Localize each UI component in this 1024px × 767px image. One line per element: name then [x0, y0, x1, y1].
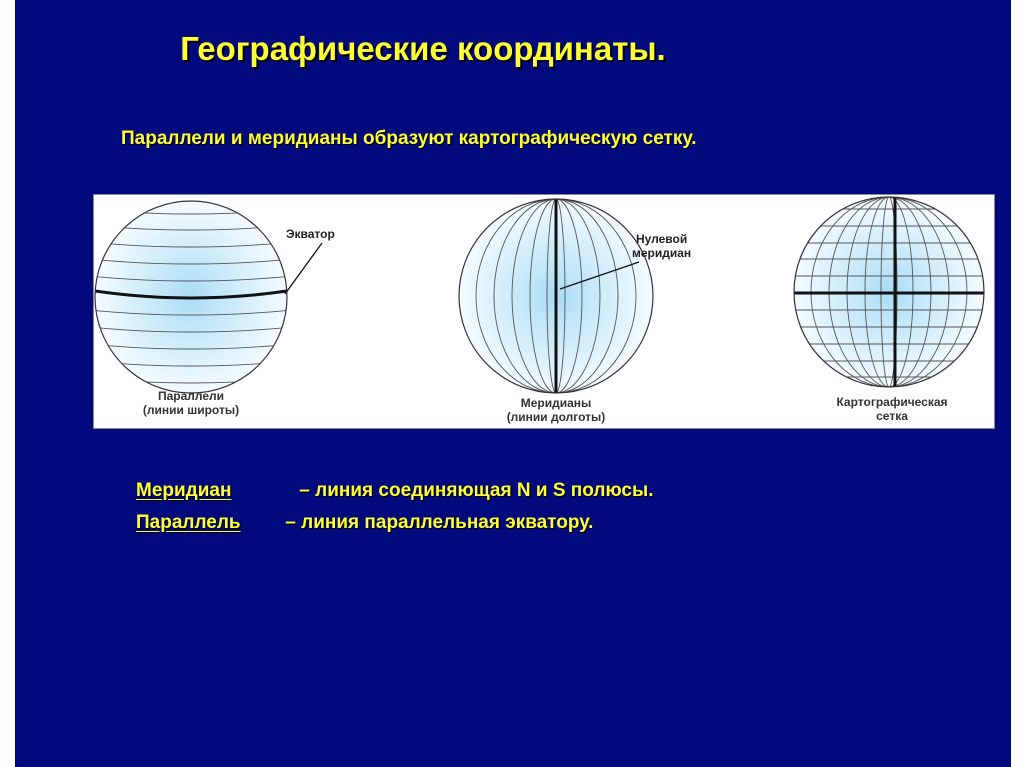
definition-text: – линия параллельная экватору.	[285, 512, 594, 533]
grid-globe	[784, 197, 994, 387]
prime-meridian-label-line1: Нулевой	[635, 232, 688, 246]
grid-caption-line2: сетка	[876, 409, 908, 423]
definition-term: Меридиан	[136, 480, 232, 501]
grid-caption	[822, 395, 962, 423]
equator-label: Экватор	[286, 227, 335, 241]
meridians-caption-line1: Меридианы	[520, 396, 592, 410]
prime-meridian-label	[632, 232, 691, 260]
parallels-caption	[131, 389, 251, 417]
definition-parallel	[136, 512, 593, 534]
slide	[15, 0, 1011, 767]
meridians-caption-line2: (линии долготы)	[506, 410, 606, 424]
meridians-caption	[491, 396, 621, 424]
slide-title: Географические координаты.	[180, 30, 666, 67]
definition-meridian	[136, 480, 654, 502]
grid-caption-line1: Картографическая	[836, 395, 948, 409]
parallels-caption-line2: (линии широты)	[142, 403, 240, 417]
meridians-globe	[459, 199, 653, 393]
globes-figure	[93, 194, 995, 429]
parallels-caption-line1: Параллели	[157, 389, 225, 403]
slide-subtitle: Параллели и меридианы образуют картографическую сетку.	[121, 128, 697, 149]
definition-text: – линия соединяющая N и S полюсы.	[299, 480, 654, 501]
prime-meridian-label-line2: меридиан	[632, 246, 692, 260]
equator-pointer	[285, 243, 322, 294]
definition-term: Параллель	[136, 512, 241, 533]
